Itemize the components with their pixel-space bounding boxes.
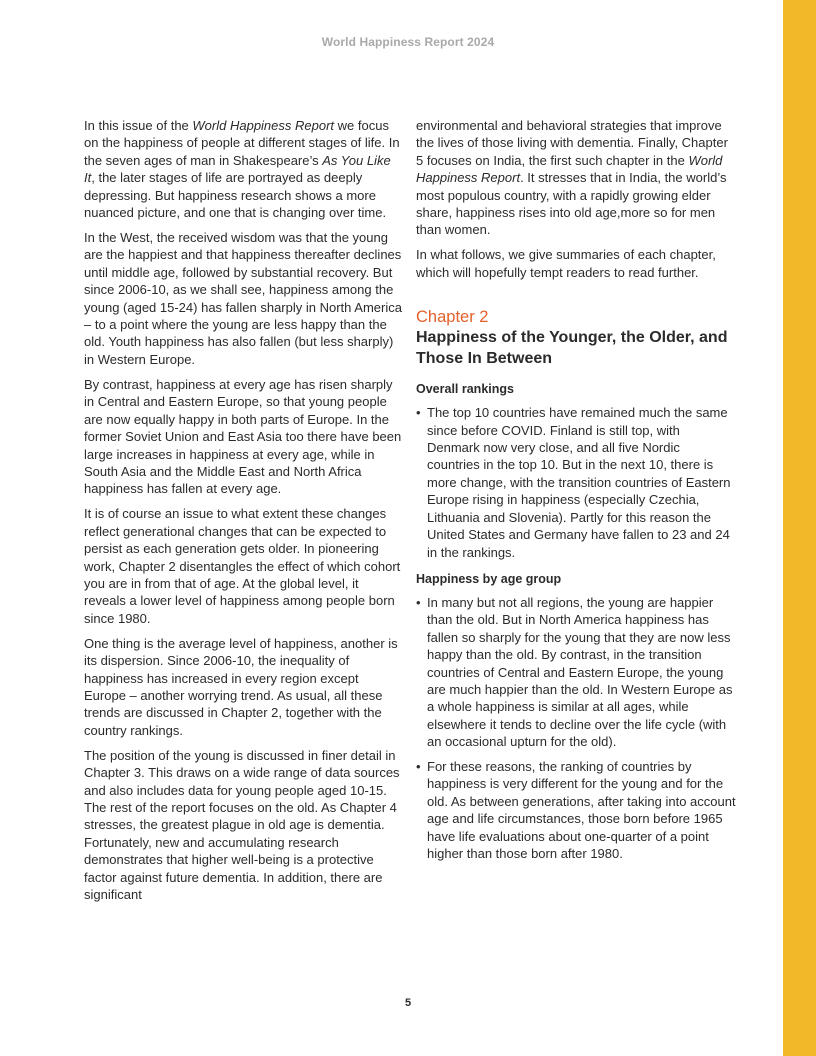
list-item: • For these reasons, the ranking of countries by happiness is very different for the young and for the old. As between generations, after taking into account age and life circumstances, those born before 1965 have life evaluations about one-quarter of a point higher than those born after 1980.	[416, 758, 736, 862]
running-header: World Happiness Report 2024	[321, 35, 495, 49]
section-heading-overall-rankings: Overall rankings	[416, 382, 514, 397]
paragraph-west: In the West, the received wisdom was that the young are the happiest and that happiness thereafter declines until middle age, followed by substantial recovery. But since 2006-10, as we shall see, happiness among the young (aged 15-24) has fallen sharply in North America – to a point where the young are less happy than the old. Youth happiness has also fallen (but less sharply) in Western Europe.	[84, 230, 402, 367]
bullet-list-age-group	[416, 594, 736, 862]
right-column	[416, 117, 736, 870]
report-title-italic: World Happiness Report	[416, 152, 723, 186]
paragraph-contrast: By contrast, happiness at every age has risen sharply in Central and Eastern Europe, so that young people are now equally happy in both parts of Europe. In the former Soviet Union and East Asia too there have been large increases in happiness at every age, while in South Asia and the Middle East and North Africa happiness has fallen at every age.	[84, 376, 402, 497]
left-column	[84, 117, 404, 911]
list-item: • In many but not all regions, the young are happier than the old. But in North America happiness has fallen so sharply for the young that they are now less happy than the old. By contrast, in the transition countries of Central and Eastern Europe, the young are much happier than the old. In Western Europe as a whole happiness is similar at all ages, while elsewhere it tends to decline over the life cycle (with an occasional upturn for the old).	[416, 594, 736, 751]
paragraph-dementia-india: environmental and behavioral strategies that improve the lives of those living with dementia. Finally, Chapter 5 focuses on India, the first such chapter in the World Happiness Report. It stresses that in India, the world’s most populous country, with a rapidly growing elder share, happiness rises into old age,more so for men than women.	[416, 118, 728, 238]
page-number: 5	[404, 997, 412, 1009]
section-heading-age-group: Happiness by age group	[416, 571, 562, 586]
paragraph-generational: It is of course an issue to what extent these changes reflect generational changes that can be expected to persist as each generation gets older. In pioneering work, Chapter 2 disentangles the effect of which cohort you are in from that of age. At the global level, it reveals a lower level of happiness among people born since 1980.	[84, 506, 401, 626]
chapter-label: Chapter 2	[416, 308, 489, 327]
paragraph-young-old: The position of the young is discussed in finer detail in Chapter 3. This draws on a wide range of data sources and also includes data for young people aged 10-15. The rest of the report focuses on the old. As Chapter 4 stresses, the greatest plague in old age is dementia. Fortunately, new and accumulating research demonstrates that higher well-being is a protective factor against future dementia. In addition, there are significant	[84, 747, 400, 903]
list-item: • The top 10 countries have remained much the same since before COVID. Finland is still top, with Denmark now very close, and all five Nordic countries in the top 10. But in the next 10, there is more change, with the transition countries of Eastern Europe rising in happiness (especially Czechia, Lithuania and Slovenia). Partly for this reason the United States and Germany have fallen to 23 and 24 in the rankings.	[416, 404, 736, 561]
paragraph-dispersion: One thing is the average level of happiness, another is its dispersion. Since 2006-10, the inequality of happiness has increased in every region except Europe – another worrying trend. As usual, all these trends are discussed in Chapter 2, together with the country rankings.	[84, 635, 398, 738]
paragraph-summaries: In what follows, we give summaries of each chapter, which will hopefully tempt readers to read further.	[416, 247, 716, 280]
bullet-list-overall-rankings	[416, 404, 736, 561]
decorative-side-bar	[783, 0, 816, 1056]
play-title-italic: As You Like It	[84, 152, 391, 186]
paragraph-intro: In this issue of the World Happiness Report we focus on the happiness of people at different stages of life. In the seven ages of man in Shakespeare’s As You Like It, the later stages of life are portrayed as deeply depressing. But happiness research shows a more nuanced picture, and one that is changing over time.	[84, 118, 400, 221]
report-title-italic: World Happiness Report	[192, 118, 335, 133]
chapter-title: Happiness of the Younger, the Older, and Those In Between	[416, 329, 728, 367]
